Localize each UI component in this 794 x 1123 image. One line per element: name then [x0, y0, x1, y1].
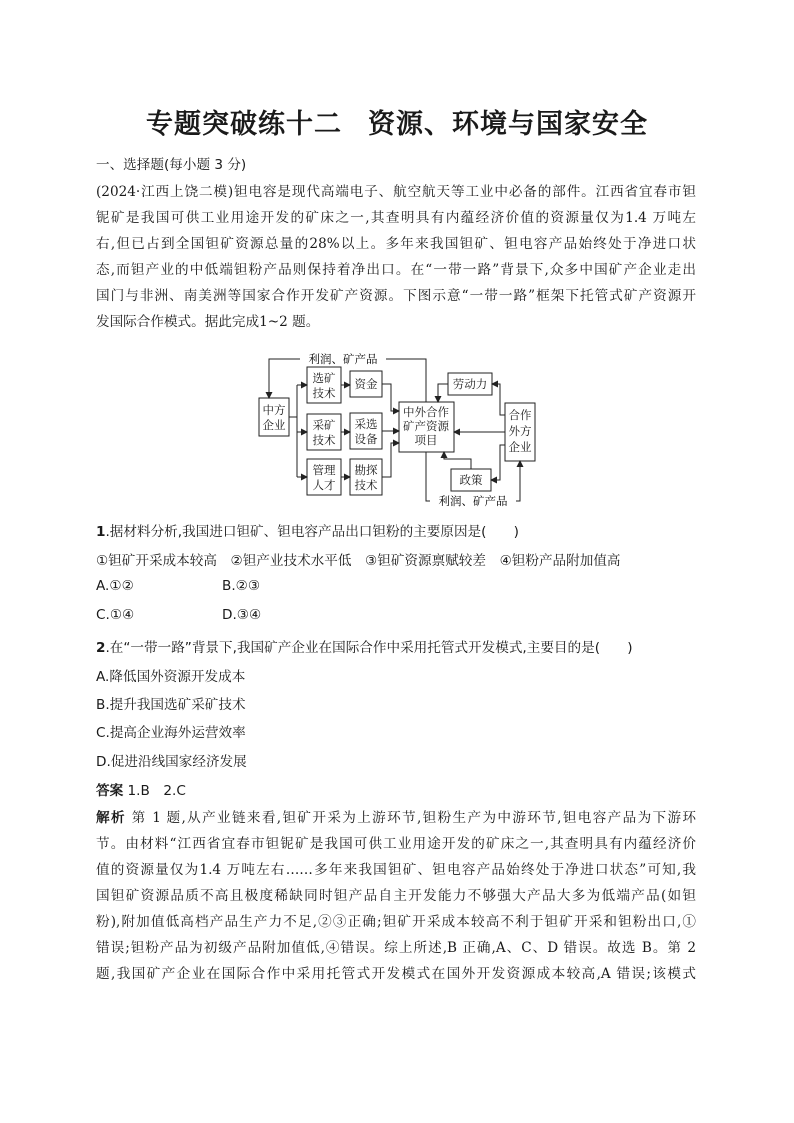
- question-1-statements: ①钽矿开采成本较高 ②钽产业技术水平低 ③钽矿资源禀赋较差 ④钽粉产品附加值高: [96, 553, 621, 569]
- intro-line: 国门与非洲、南美洲等国家合作开发矿产资源。下图示意“一带一路”框架下托管式矿产资源开: [96, 288, 696, 304]
- option-d[interactable]: D.③④: [222, 607, 262, 623]
- answer: [96, 779, 696, 799]
- analysis-line: [96, 806, 696, 826]
- joint-project-label: 项目: [414, 433, 438, 447]
- beneficiation-tech-label: 技术: [312, 386, 336, 400]
- analysis-label: 解析: [96, 810, 126, 826]
- option-a[interactable]: A.降低国外资源开发成本: [96, 669, 246, 685]
- question-number: 1: [96, 524, 106, 540]
- option-a[interactable]: A.①②: [96, 578, 134, 594]
- intro-line: 铌矿是我国可供工业用途开发的矿床之一,其查明具有内蕴经济价值的资源量仅为1.4 万吨左: [96, 210, 696, 226]
- mining-equipment-label: 设备: [354, 432, 378, 446]
- joint-project-label: 中外合作: [403, 405, 449, 419]
- option-b[interactable]: B.②③: [222, 578, 261, 594]
- capital-label: 资金: [354, 377, 378, 391]
- answer-text: 1.B 2.C: [123, 783, 186, 799]
- mining-equipment-label: 采选: [354, 417, 378, 431]
- analysis-text: 第 1 题,从产业链来看,钽矿开采为上游环节,钽粉生产为中游环节,钽电容产品为下游环: [125, 810, 697, 826]
- intro-line: 发国际合作模式。据此完成1~2 题。: [96, 314, 320, 330]
- title-part-2: 资源、环境与国家安全: [368, 109, 648, 140]
- cooperation-model-diagram: [250, 345, 550, 510]
- china-enterprise-label: 企业: [262, 418, 286, 432]
- analysis-line: 国钽矿资源品质不高且极度稀缺同时钽产品自主开发能力不够强大产品大多为低端产品(如钽: [96, 888, 696, 904]
- analysis-line: 值的资源量仅为1.4 万吨左右……多年来我国钽矿、钽电容产品始终处于净进口状态”可知,我: [96, 862, 696, 878]
- management-talent-label: 人才: [312, 478, 336, 492]
- joint-project-label: 矿产资源: [403, 419, 449, 433]
- labor-label: 劳动力: [452, 377, 488, 391]
- intro-line: 右,但已占到全国钽矿资源总量的28%以上。多年来我国钽矿、钽电容产品始终处于净进口状: [96, 236, 696, 252]
- exploration-tech-label: 技术: [354, 478, 378, 492]
- policy-label: 政策: [459, 473, 483, 487]
- section-heading: 一、选择题(每小题 3 分): [96, 157, 247, 173]
- question-1: [96, 520, 696, 540]
- question-stem: .据材料分析,我国进口钽矿、钽电容产品出口钽粉的主要原因是( ): [105, 524, 519, 540]
- page-title: [0, 102, 794, 141]
- exploration-tech-label: 勘探: [354, 463, 378, 477]
- foreign-partner-label: 外方: [508, 424, 532, 438]
- foreign-partner-label: 企业: [508, 440, 532, 454]
- foreign-partner-label: 合作: [508, 408, 532, 422]
- option-c[interactable]: C.提高企业海外运营效率: [96, 725, 246, 741]
- intro-line: (2024·江西上饶二模)钽电容是现代高端电子、航空航天等工业中必备的部件。江西省宜春市钽: [96, 184, 696, 200]
- analysis-line: 节。由材料“江西省宜春市钽铌矿是我国可供工业用途开发的矿床之一,其查明具有内蕴经济价: [96, 836, 696, 852]
- option-c[interactable]: C.①④: [96, 607, 135, 623]
- analysis-line: 错误;钽粉产品为初级产品附加值低,④错误。综上所述,B 正确,A、C、D 错误。故选 B。第 2: [96, 940, 696, 956]
- mining-tech-label: 技术: [312, 433, 336, 447]
- china-enterprise-label: 中方: [262, 403, 286, 417]
- analysis-line: 粉),附加值低高档产品生产力不足,②③正确;钽矿开采成本较高不利于钽矿开采和钽粉出口,①: [96, 914, 696, 930]
- option-b[interactable]: B.提升我国选矿采矿技术: [96, 697, 246, 713]
- answer-label: 答案: [96, 783, 124, 799]
- mining-tech-label: 采矿: [312, 418, 336, 432]
- question-number: 2: [96, 640, 106, 656]
- question-2: [96, 636, 696, 656]
- beneficiation-tech-label: 选矿: [312, 371, 336, 385]
- option-d[interactable]: D.促进沿线国家经济发展: [96, 754, 247, 770]
- management-talent-label: 管理: [312, 463, 336, 477]
- question-stem: .在“一带一路”背景下,我国矿产企业在国际合作中采用托管式开发模式,主要目的是( ): [105, 640, 633, 656]
- top-flow-label: 利润、矿产品: [308, 352, 378, 366]
- intro-line: 态,而钽产业的中低端钽粉产品则保持着净出口。在“一带一路”背景下,众多中国矿产企业走出: [96, 262, 696, 278]
- analysis-line: 题,我国矿产企业在国际合作中采用托管式开发模式在国外开发资源成本较高,A 错误;该模式: [96, 966, 696, 982]
- title-part-1: 专题突破练十二: [146, 109, 342, 140]
- bottom-flow-label: 利润、矿产品: [438, 494, 508, 508]
